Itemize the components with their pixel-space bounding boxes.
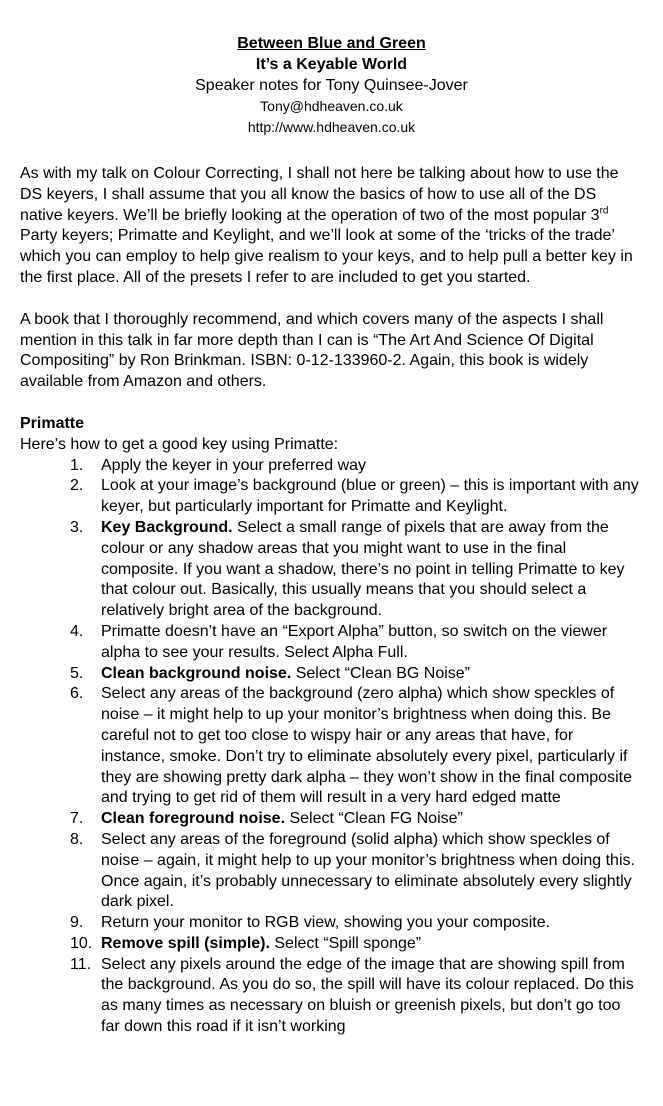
step-number: 6. (70, 685, 84, 703)
author-email: Tony@hdheaven.co.uk (260, 98, 403, 114)
step-text: Select “Clean FG Noise” (285, 810, 463, 828)
primatte-intro: Here’s how to get a good key using Primatte: (20, 435, 339, 453)
intro-paragraph-1-part-a: As with my talk on Colour Correcting, I shall not here be talking about how to use the DS keyers, I shall assume that you all know the basics of how to use all of the DS native keyers. We’ll be briefly looking at the operation of two of the most popular 3 (20, 165, 619, 224)
primatte-step (20, 476, 643, 518)
primatte-step (20, 456, 643, 477)
primatte-step (20, 664, 643, 685)
author-website: http://www.hdheaven.co.uk (247, 119, 416, 135)
step-number: 11. (70, 955, 92, 973)
step-number: 7. (70, 810, 84, 828)
step-text: Select a small range of pixels that are away from the colour or any shadow areas that you might want to use in the final composite. If you want a shadow, there’s no point in telling Primatte to key that colour out. Basically, this usually means that you should select a relatively bright area of the background. (101, 518, 625, 620)
primatte-step (20, 622, 643, 664)
step-number: 8. (70, 830, 84, 848)
intro-paragraph-1 (20, 164, 643, 289)
step-text: Apply the keyer in your preferred way (101, 456, 367, 474)
primatte-step (20, 684, 643, 809)
step-text: Select “Clean BG Noise” (291, 664, 470, 682)
document-header (20, 34, 643, 138)
step-text: Select “Spill sponge” (269, 934, 422, 952)
primatte-step (20, 934, 643, 955)
step-number: 9. (70, 914, 84, 932)
step-bold-label: Clean foreground noise. (101, 810, 286, 828)
step-number: 4. (70, 622, 84, 640)
step-number: 10. (70, 934, 93, 952)
step-number: 3. (70, 518, 84, 536)
step-number: 5. (70, 664, 84, 682)
step-text: Look at your image’s background (blue or green) – this is important with any keyer, but particularly important for Primatte and Keylight. (101, 477, 639, 516)
step-text: Return your monitor to RGB view, showing you your composite. (101, 914, 551, 932)
document-subtitle: It’s a Keyable World (255, 56, 408, 73)
intro-paragraph-2: A book that I thoroughly recommend, and which covers many of the aspects I shall mention in this talk in far more depth than I can is “The Art And Science Of Digital Compositing” by Ron Brinkman. ISBN: 0-12-133960-2. Again, this book is widely available from Amazon and others. (20, 310, 604, 391)
primatte-step (20, 955, 643, 1038)
primatte-step (20, 518, 643, 622)
primatte-heading: Primatte (20, 414, 85, 432)
step-text: Select any areas of the background (zero alpha) which show speckles of noise – it might help to up your monitor’s brightness when doing this. Be careful not to get too close to wispy hair or any areas that have, for instance, smoke. Don’t try to eliminate absolutely every pixel, particularly if they are showing pretty dark alpha – they won’t show in the final composite and trying to get rid of them will result in a very hard edged matte (101, 685, 632, 807)
primatte-step (20, 830, 643, 913)
step-bold-label: Clean background noise. (101, 664, 292, 682)
step-text: Select any areas of the foreground (solid alpha) which show speckles of noise – again, it might help to up your monitor’s brightness when doing this. Once again, it’s probably unnecessary to eliminate absolutely every slightly dark pixel. (101, 830, 635, 911)
step-bold-label: Remove spill (simple). (101, 934, 270, 952)
step-number: 1. (70, 456, 84, 474)
step-number: 2. (70, 477, 84, 495)
speaker-notes-line: Speaker notes for Tony Quinsee-Jover (195, 77, 468, 94)
step-bold-label: Key Background. (101, 518, 233, 536)
primatte-steps-list (20, 456, 643, 1038)
intro-paragraph-1-part-b: Party keyers; Primatte and Keylight, and we’ll look at some of the ‘tricks of the trade’ which you can employ to help give realism to your keys, and to help pull a better key in the first place. All of the presets I refer to are included to get you started. (20, 227, 633, 286)
primatte-step (20, 913, 643, 934)
document-title: Between Blue and Green (237, 35, 426, 52)
step-text: Select any pixels around the edge of the image that are showing spill from the background. As you do so, the spill will have its colour replaced. Do this as many times as necessary on bluish or greenish pixels, but don’t go too far down this road if it isn’t working (101, 955, 634, 1036)
ordinal-superscript: rd (599, 205, 609, 217)
primatte-step (20, 809, 643, 830)
step-text: Primatte doesn’t have an “Export Alpha” button, so switch on the viewer alpha to see your results. Select Alpha Full. (101, 622, 608, 661)
